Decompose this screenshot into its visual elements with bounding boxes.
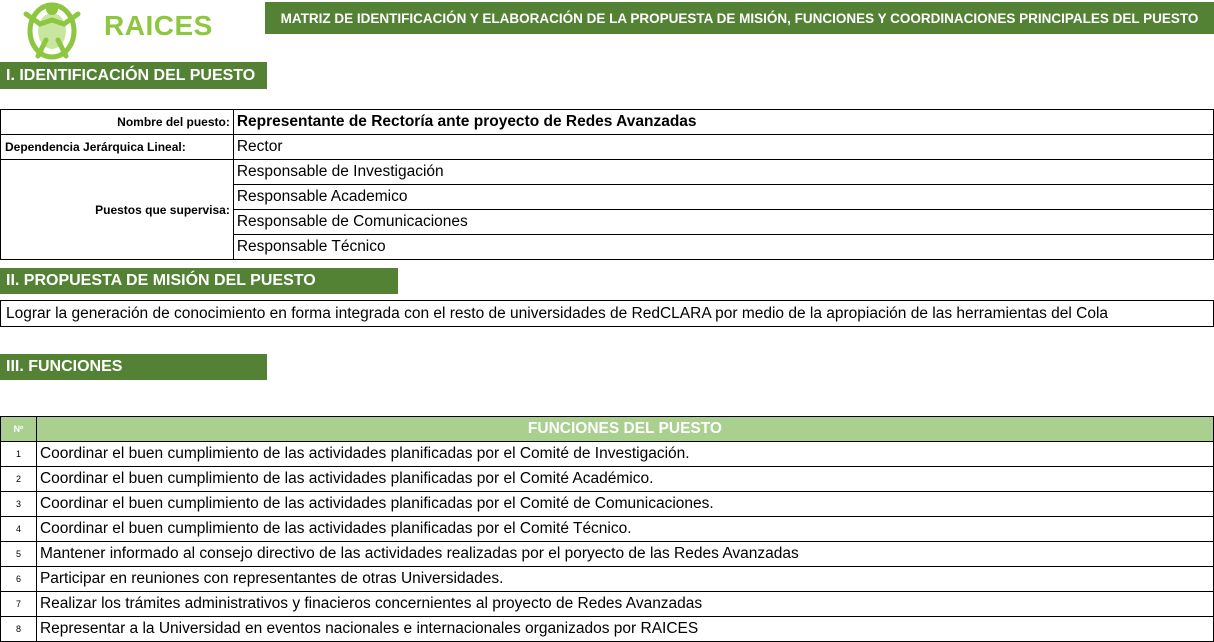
brand-name: RAICES [104, 10, 213, 41]
section-mision-title: II. PROPUESTA DE MISIÓN DEL PUESTO [0, 268, 398, 294]
function-text[interactable]: Participar en reuniones con representantes de otras Universidades. [36, 567, 1213, 592]
dependencia-label: Dependencia Jerárquica Lineal: [1, 135, 234, 160]
function-number: 6 [1, 567, 37, 592]
section-funciones-title: III. FUNCIONES [0, 354, 267, 380]
identification-table [0, 109, 1214, 260]
num-header: Nº [1, 417, 37, 442]
function-number: 1 [1, 442, 37, 467]
functions-header: FUNCIONES DEL PUESTO [36, 417, 1213, 442]
function-text[interactable]: Realizar los trámites administrativos y finacieros concernientes al proyecto de Redes Avanzadas [36, 592, 1213, 617]
document-title: MATRIZ DE IDENTIFICACIÓN Y ELABORACIÓN DE LA PROPUESTA DE MISIÓN, FUNCIONES Y COORDINACIONES PRINCIPALES DEL PUESTO [265, 2, 1214, 34]
dependencia-value[interactable]: Rector [233, 135, 1213, 160]
supervisa-item[interactable]: Responsable de Investigación [233, 160, 1213, 185]
function-text[interactable]: Coordinar el buen cumplimiento de las actividades planificadas por el Comité Académico. [36, 467, 1213, 492]
raices-logo-icon [18, 0, 86, 60]
function-number: 4 [1, 517, 37, 542]
function-text[interactable]: Mantener informado al consejo directivo de las actividades realizadas por el poryecto de las Redes Avanzadas [36, 542, 1213, 567]
function-text[interactable]: Coordinar el buen cumplimiento de las actividades planificadas por el Comité de Investigación. [36, 442, 1213, 467]
supervisa-item[interactable]: Responsable Academico [233, 185, 1213, 210]
function-text[interactable]: Representar a la Universidad en eventos nacionales e internacionales organizados por RAICES [36, 617, 1213, 642]
supervisa-label: Puestos que supervisa: [1, 160, 234, 260]
nombre-label: Nombre del puesto: [1, 110, 234, 135]
function-text[interactable]: Coordinar el buen cumplimiento de las actividades planificadas por el Comité de Comunicaciones. [36, 492, 1213, 517]
function-number: 2 [1, 467, 37, 492]
function-number: 7 [1, 592, 37, 617]
supervisa-item[interactable]: Responsable Técnico [233, 235, 1213, 260]
function-number: 5 [1, 542, 37, 567]
function-text[interactable]: Coordinar el buen cumplimiento de las actividades planificadas por el Comité Técnico. [36, 517, 1213, 542]
function-number: 3 [1, 492, 37, 517]
nombre-value[interactable]: Representante de Rectoría ante proyecto de Redes Avanzadas [233, 110, 1213, 135]
section-identificacion-title: I. IDENTIFICACIÓN DEL PUESTO [0, 62, 267, 89]
function-number: 8 [1, 617, 37, 642]
supervisa-item[interactable]: Responsable de Comunicaciones [233, 210, 1213, 235]
functions-table [0, 416, 1214, 642]
mission-text[interactable]: Lograr la generación de conocimiento en forma integrada con el resto de universidades de RedCLARA por medio de la apropiación de las herramientas del Cola [0, 300, 1214, 327]
